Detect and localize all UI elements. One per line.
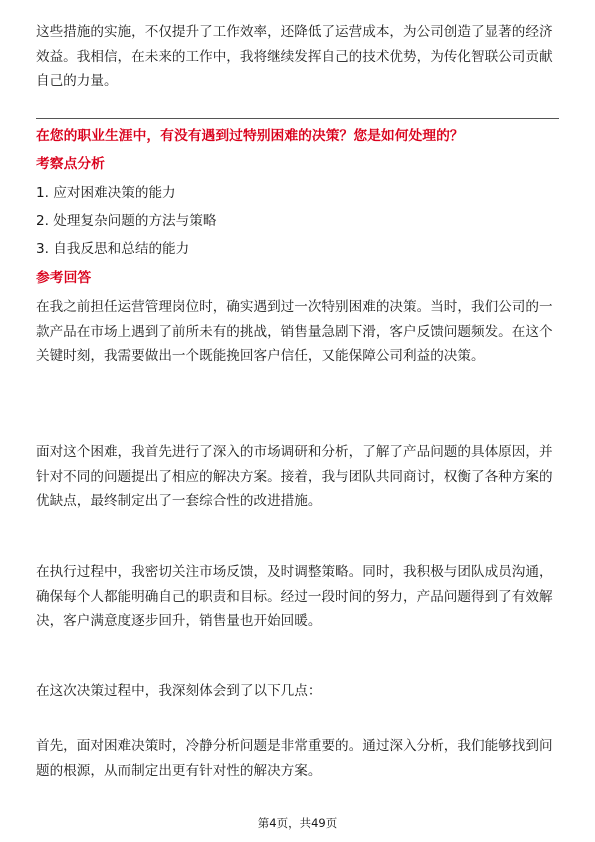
page-number-footer: 第4页，共49页 bbox=[257, 816, 338, 830]
reference-paragraph-3: 在执行过程中，我密切关注市场反馈，及时调整策略。同时，我积极与团队成员沟通，确保每个人都能明确自己的职责和目标。经过一段时间的努力，产品问题得到了有效解决，客户满意度逐步回升，销售量也开始回暖。 bbox=[36, 564, 553, 629]
reference-paragraph-1-block bbox=[36, 295, 560, 369]
reference-paragraph-5-block bbox=[36, 734, 560, 783]
section-divider bbox=[36, 118, 559, 119]
analysis-item-2: 2. 处理复杂问题的方法与策略 bbox=[36, 213, 217, 229]
reference-paragraph-2-block bbox=[36, 440, 560, 514]
reference-label: 参考回答 bbox=[36, 270, 92, 286]
interview-question: 在您的职业生涯中，有没有遇到过特别困难的决策？您是如何处理的？ bbox=[36, 128, 464, 144]
intro-block bbox=[36, 20, 560, 94]
analysis-item-3: 3. 自我反思和总结的能力 bbox=[36, 241, 190, 257]
reference-paragraph-2: 面对这个困难，我首先进行了深入的市场调研和分析，了解了产品问题的具体原因，并针对不同的问题提出了相应的解决方案。接着，我与团队共同商讨，权衡了各种方案的优缺点，最终制定出了一套综合性的改进措施。 bbox=[36, 444, 553, 509]
reference-paragraph-3-block bbox=[36, 560, 560, 634]
reference-paragraph-5: 首先，面对困难决策时，冷静分析问题是非常重要的。通过深入分析，我们能够找到问题的根源，从而制定出更有针对性的解决方案。 bbox=[36, 738, 553, 779]
reference-paragraph-4: 在这次决策过程中，我深刻体会到了以下几点： bbox=[36, 683, 322, 699]
analysis-label: 考察点分析 bbox=[36, 156, 105, 172]
reference-paragraph-4-block bbox=[36, 679, 560, 704]
analysis-item-1: 1. 应对困难决策的能力 bbox=[36, 185, 176, 201]
reference-paragraph-1: 在我之前担任运营管理岗位时，确实遇到过一次特别困难的决策。当时，我们公司的一款产品在市场上遇到了前所未有的挑战，销售量急剧下滑，客户反馈问题频发。在这个关键时刻，我需要做出一个既能挽回客户信任，又能保障公司利益的决策。 bbox=[36, 299, 553, 364]
intro-paragraph: 这些措施的实施，不仅提升了工作效率，还降低了运营成本，为公司创造了显著的经济效益。我相信，在未来的工作中，我将继续发挥自己的技术优势，为传化智联公司贡献自己的力量。 bbox=[36, 24, 553, 89]
